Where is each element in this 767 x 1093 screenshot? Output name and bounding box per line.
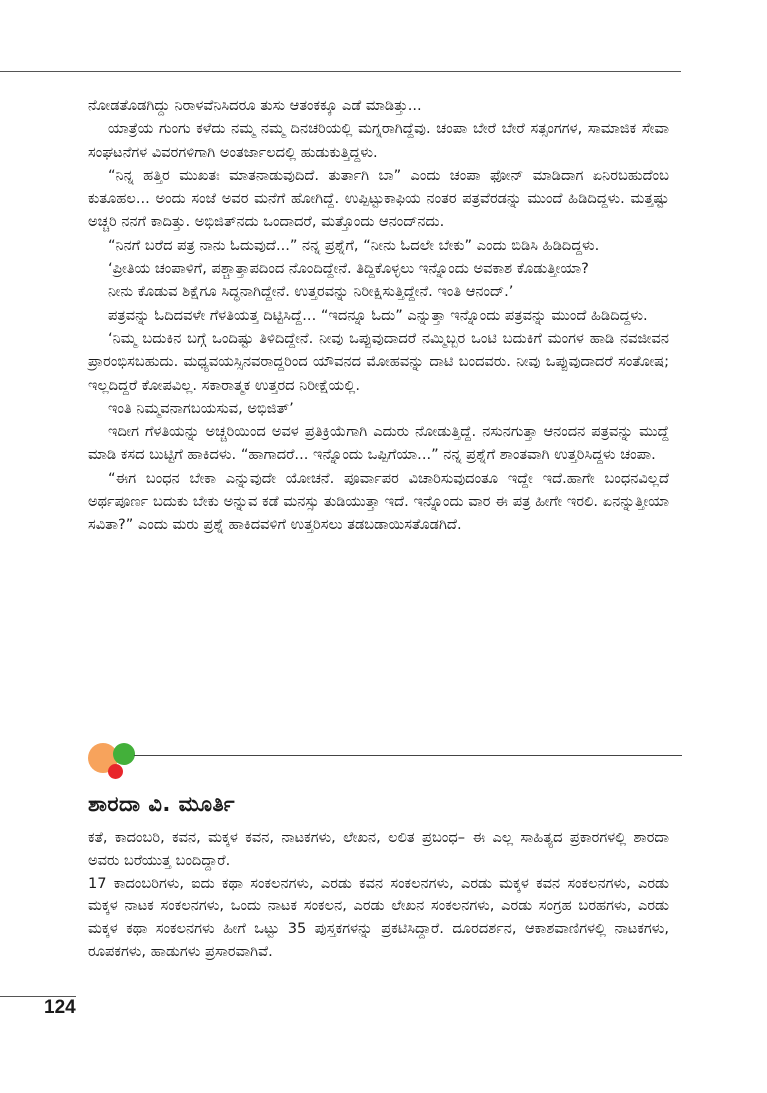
section-divider [86, 740, 682, 784]
story-paragraph: ‘ಪ್ರೀತಿಯ ಚಂಪಾಳಿಗೆ, ಪಶ್ಚಾತ್ತಾಪದಿಂದ ನೊಂದಿದ್ದೇನೆ. ತಿದ್ದಿಕೊಳ್ಳಲು ಇನ್ನೊಂದು ಅವಕಾಶ ಕೊಡುತ್ತೀಯಾ? [108, 260, 589, 278]
story-paragraph: “ನಿನ್ನ ಹತ್ತಿರ ಮುಖತಃ ಮಾತನಾಡುವುದಿದೆ. ತುರ್ತಾಗಿ ಬಾ” ಎಂದು ಚಂಪಾ ಫೋನ್ ಮಾಡಿದಾಗ ಏನಿರಬಹುದೆಂಬ ಕುತೂಹಲ... ಅಂದು ಸಂಜೆ ಅವರ ಮನೆಗೆ ಹೋಗಿದ್ದೆ. ಉಪ್ಪಿಟ್ಟುಕಾಫಿಯ ನಂತರ ಪತ್ರವೆರಡನ್ನು ಮುಂದೆ ಹಿಡಿದಿದ್ದಳು. ಮತ್ತಷ್ಟು ಅಚ್ಚರಿ ನನಗೆ ಕಾದಿತ್ತು. ಅಭಿಜಿತ್‌ನದು ಒಂದಾದರೆ, ಮತ್ತೊಂದು ಆನಂದ್‌ನದು. [88, 166, 669, 231]
author-name: ಶಾರದಾ ವಿ. ಮೂರ್ತಿ [88, 792, 236, 816]
divider-line [134, 755, 682, 756]
story-paragraph: ‘ನಿಮ್ಮ ಬದುಕಿನ ಬಗ್ಗೆ ಒಂದಿಷ್ಟು ತಿಳಿದಿದ್ದೇನೆ. ನೀವು ಒಪ್ಪುವುದಾದರೆ ನಮ್ಮಿಬ್ಬರ ಒಂಟಿ ಬದುಕಿಗೆ ಮಂಗಳ ಹಾಡಿ ನವಜೀವನ ಪ್ರಾರಂಭಿಸಬಹುದು. ಮಧ್ಯವಯಸ್ಸಿನವರಾದ್ದರಿಂದ ಯೌವನದ ಮೋಹವನ್ನು ದಾಟಿ ಬಂದವರು. ನೀವು ಒಪ್ಪುವುದಾದರೆ ಸಂತೋಷ; ಇಲ್ಲದಿದ್ದರೆ ಕೋಪವಿಲ್ಲ. ಸಕಾರಾತ್ಮಕ ಉತ್ತರದ ನಿರೀಕ್ಷೆಯಲ್ಲಿ. [88, 329, 669, 394]
bio-paragraph: ಕತೆ, ಕಾದಂಬರಿ, ಕವನ, ಮಕ್ಕಳ ಕವನ, ನಾಟಕಗಳು, ಲೇಖನ, ಲಲಿತ ಪ್ರಬಂಧ– ಈ ಎಲ್ಲ ಸಾಹಿತ್ಯದ ಪ್ರಕಾರಗಳಲ್ಲಿ ಶಾರದಾ ಅವರು ಬರೆಯುತ್ತ ಬಂದಿದ್ದಾರೆ. [88, 829, 669, 869]
bio-paragraph: 17 ಕಾದಂಬರಿಗಳು, ಐದು ಕಥಾ ಸಂಕಲನಗಳು, ಎರಡು ಕವನ ಸಂಕಲನಗಳು, ಎರಡು ಮಕ್ಕಳ ಕವನ ಸಂಕಲನಗಳು, ಎರಡು ಮಕ್ಕಳ ನಾಟಕ ಸಂಕಲನಗಳು, ಒಂದು ನಾಟಕ ಸಂಕಲನ, ಎರಡು ಲೇಖನ ಸಂಕಲನಗಳು, ಎರಡು ಸಂಗ್ರಹ ಬರಹಗಳು, ಎರಡು ಮಕ್ಕಳ ಕಥಾ ಸಂಕಲನಗಳು ಹೀಗೆ ಒಟ್ಟು 35 ಪುಸ್ತಕಗಳನ್ನು ಪ್ರಕಟಿಸಿದ್ದಾರೆ. ದೂರದರ್ಶನ, ಆಕಾಶವಾಣಿಗಳಲ್ಲಿ ನಾಟಕಗಳು, ರೂಪಕಗಳು, ಹಾಡುಗಳು ಪ್ರಸಾರವಾಗಿವೆ. [88, 874, 669, 960]
red-dot-icon [108, 764, 123, 779]
top-rule [0, 71, 681, 72]
page-number: 124 [44, 997, 76, 1018]
story-paragraph: ನೋಡತೊಡಗಿದ್ದು ನಿರಾಳವೆನಿಸಿದರೂ ತುಸು ಆತಂಕಕ್ಕೂ ಎಡೆ ಮಾಡಿತ್ತು... [88, 97, 422, 114]
story-paragraph: ಯಾತ್ರೆಯ ಗುಂಗು ಕಳೆದು ನಮ್ಮ ನಮ್ಮ ದಿನಚರಿಯಲ್ಲಿ ಮಗ್ನರಾಗಿದ್ದೆವು. ಚಂಪಾ ಬೇರೆ ಬೇರೆ ಸತ್ಸಂಗಗಳ, ಸಾಮಾಜಿಕ ಸೇವಾ ಸಂಘಟನೆಗಳ ವಿವರಗಳಿಗಾಗಿ ಅಂತರ್ಜಾಲದಲ್ಲಿ ಹುಡುಕುತ್ತಿದ್ದಳು. [88, 120, 669, 161]
green-dot-icon [113, 743, 135, 765]
story-paragraph: ಇಂತಿ ನಿಮ್ಮವನಾಗಬಯಸುವ, ಅಭಿಜಿತ್’ [108, 399, 294, 417]
story-paragraph: “ನಿನಗೆ ಬರೆದ ಪತ್ರ ನಾನು ಓದುವುದೆ...” ನನ್ನ ಪ್ರಶ್ನೆಗೆ, “ನೀನು ಓದಲೇ ಬೇಕು” ಎಂದು ಬಿಡಿಸಿ ಹಿಡಿದಿದ್ದಳು. [108, 236, 600, 254]
story-paragraph: “ಈಗ ಬಂಧನ ಬೇಕಾ ಎನ್ನುವುದೇ ಯೋಚನೆ. ಪೂರ್ವಾಪರ ವಿಚಾರಿಸುವುದಂತೂ ಇದ್ದೇ ಇದೆ.ಹಾಗೇ ಬಂಧನವಿಲ್ಲದೆ ಅರ್ಥಪೂರ್ಣ ಬದುಕು ಬೇಕು ಅನ್ನುವ ಕಡೆ ಮನಸ್ಸು ತುಡಿಯುತ್ತಾ ಇದೆ. ಇನ್ನೊಂದು ವಾರ ಈ ಪತ್ರ ಹೀಗೇ ಇರಲಿ. ಏನನ್ನುತ್ತೀಯಾ ಸವಿತಾ?” ಎಂದು ಮರು ಪ್ರಶ್ನೆ ಹಾಕಿದವಳಿಗೆ ಉತ್ತರಿಸಲು ತಡಬಡಾಯಿಸತೊಡಗಿದೆ. [88, 469, 669, 534]
author-bio [88, 827, 669, 964]
story-paragraph: ನೀನು ಕೊಡುವ ಶಿಕ್ಷೆಗೂ ಸಿದ್ಧನಾಗಿದ್ದೇನೆ. ಉತ್ತರವನ್ನು ನಿರೀಕ್ಷಿಸುತ್ತಿದ್ದೇನೆ. ಇಂತಿ ಆನಂದ್.’ [108, 283, 514, 301]
story-paragraph: ಪತ್ರವನ್ನು ಓದಿದವಳೇ ಗೆಳತಿಯತ್ತ ದಿಟ್ಟಿಸಿದ್ದೆ... “ಇದನ್ನೂ ಓದು” ಎನ್ನುತ್ತಾ ಇನ್ನೊಂದು ಪತ್ರವನ್ನು ಮುಂದೆ ಹಿಡಿದಿದ್ದಳು. [108, 306, 648, 324]
story-paragraph: ಇದೀಗ ಗೆಳತಿಯನ್ನು ಅಚ್ಚರಿಯಿಂದ ಅವಳ ಪ್ರತಿಕ್ರಿಯೆಗಾಗಿ ಎದುರು ನೋಡುತ್ತಿದ್ದೆ. ನಸುನಗುತ್ತಾ ಆನಂದನ ಪತ್ರವನ್ನು ಮುದ್ದೆ ಮಾಡಿ ಕಸದ ಬುಟ್ಟಿಗೆ ಹಾಕಿದಳು. “ಹಾಗಾದರೆ... ಇನ್ನೊಂದು ಒಪ್ಪಿಗೆಯಾ...” ನನ್ನ ಪ್ರಶ್ನೆಗೆ ಶಾಂತವಾಗಿ ಉತ್ತರಿಸಿದ್ದಳು ಚಂಪಾ. [88, 423, 669, 464]
story-body [88, 94, 669, 537]
